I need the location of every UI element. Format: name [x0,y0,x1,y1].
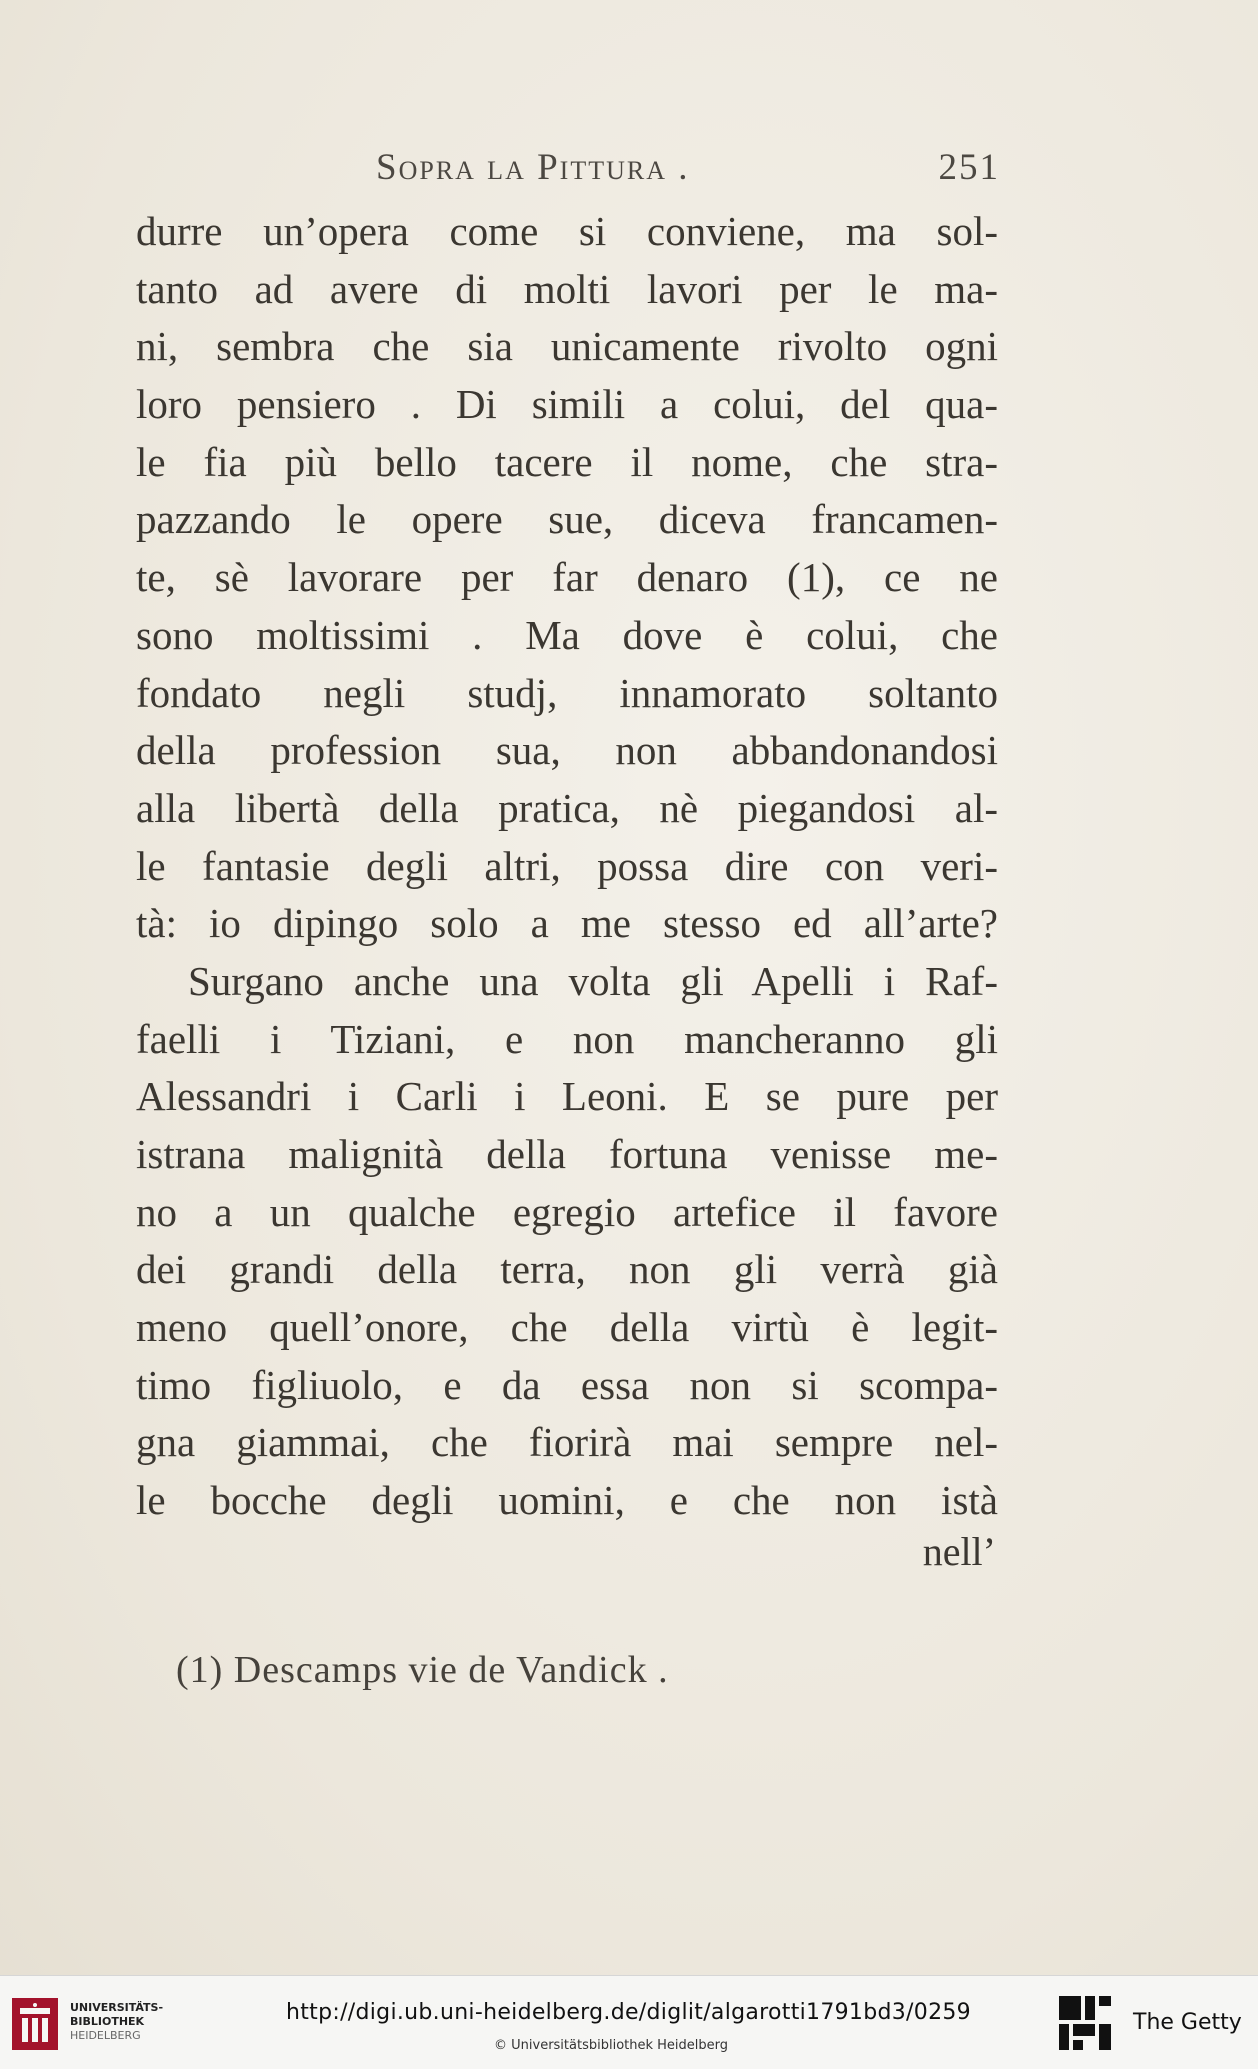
text-line: sono moltissimi . Ma dove è colui, che [136,611,998,658]
running-title: Sopra la Pittura . [376,147,690,188]
text-line: le bocche degli uomini, e che non istà [136,1477,998,1524]
page-number: 251 [938,147,1000,188]
text-line: no a un qualche egregio artefice il favore [136,1188,998,1235]
text-line: le fia più bello tacere il nome, che stra- [136,438,998,485]
text-line: meno quell’onore, che della virtù è legit- [136,1304,998,1351]
text-line: le fantasie degli altri, possa dire con veri- [136,842,998,889]
viewer-footer [0,1975,1258,2069]
text-line: Alessandri i Carli i Leoni. E se pure per [136,1073,998,1120]
footnote: (1) Descamps vie de Vandick . [176,1649,669,1691]
text-line: dei grandi della terra, non gli verrà già [136,1246,998,1293]
catchword: nell’ [922,1529,996,1574]
text-line: te, sè lavorare per far denaro (1), ce ne [136,554,998,601]
text-line: fondato negli studj, innamorato soltanto [136,669,998,716]
running-header [376,146,1000,196]
text-line: ni, sembra che sia unicamente rivolto ogni [136,323,998,370]
heidelberg-university-logo-icon [12,1998,58,2050]
text-line: della profession sua, non abbandonandosi [136,727,998,774]
library-name-line3: HEIDELBERG [70,2029,141,2042]
text-line: timo figliuolo, e da essa non si scompa- [136,1361,998,1408]
text-line: Surgano anche una volta gli Apelli i Raf- [188,957,998,1004]
text-line: faelli i Tiziani, e non mancheranno gli [136,1015,998,1062]
text-line: alla libertà della pratica, nè piegandosi al- [136,784,998,831]
library-name [70,2001,163,2043]
copyright-notice: © Universitätsbibliothek Heidelberg [494,2038,729,2053]
text-line: tanto ad avere di molti lavori per le ma- [136,265,998,312]
library-name-line1: UNIVERSITÄTS- [70,2001,164,2014]
permalink-url[interactable]: http://digi.ub.uni-heidelberg.de/diglit/algarotti1791bd3/0259 [286,2000,971,2025]
text-line: loro pensiero . Di simili a colui, del qua- [136,381,998,428]
text-line: istrana malignità della fortuna venisse me- [136,1131,998,1177]
text-line: gna giammai, che fiorirà mai sempre nel- [136,1419,998,1466]
text-line: pazzando le opere sue, diceva francamen- [136,496,998,543]
getty-logo-icon [1057,1994,1113,2052]
getty-name: The Getty [1133,2010,1242,2035]
body-text [136,203,998,1530]
library-name-line2: BIBLIOTHEK [70,2015,145,2028]
text-line: durre un’opera come si conviene, ma sol- [136,208,998,254]
text-line: tà: io dipingo solo a me stesso ed all’arte? [136,900,998,947]
